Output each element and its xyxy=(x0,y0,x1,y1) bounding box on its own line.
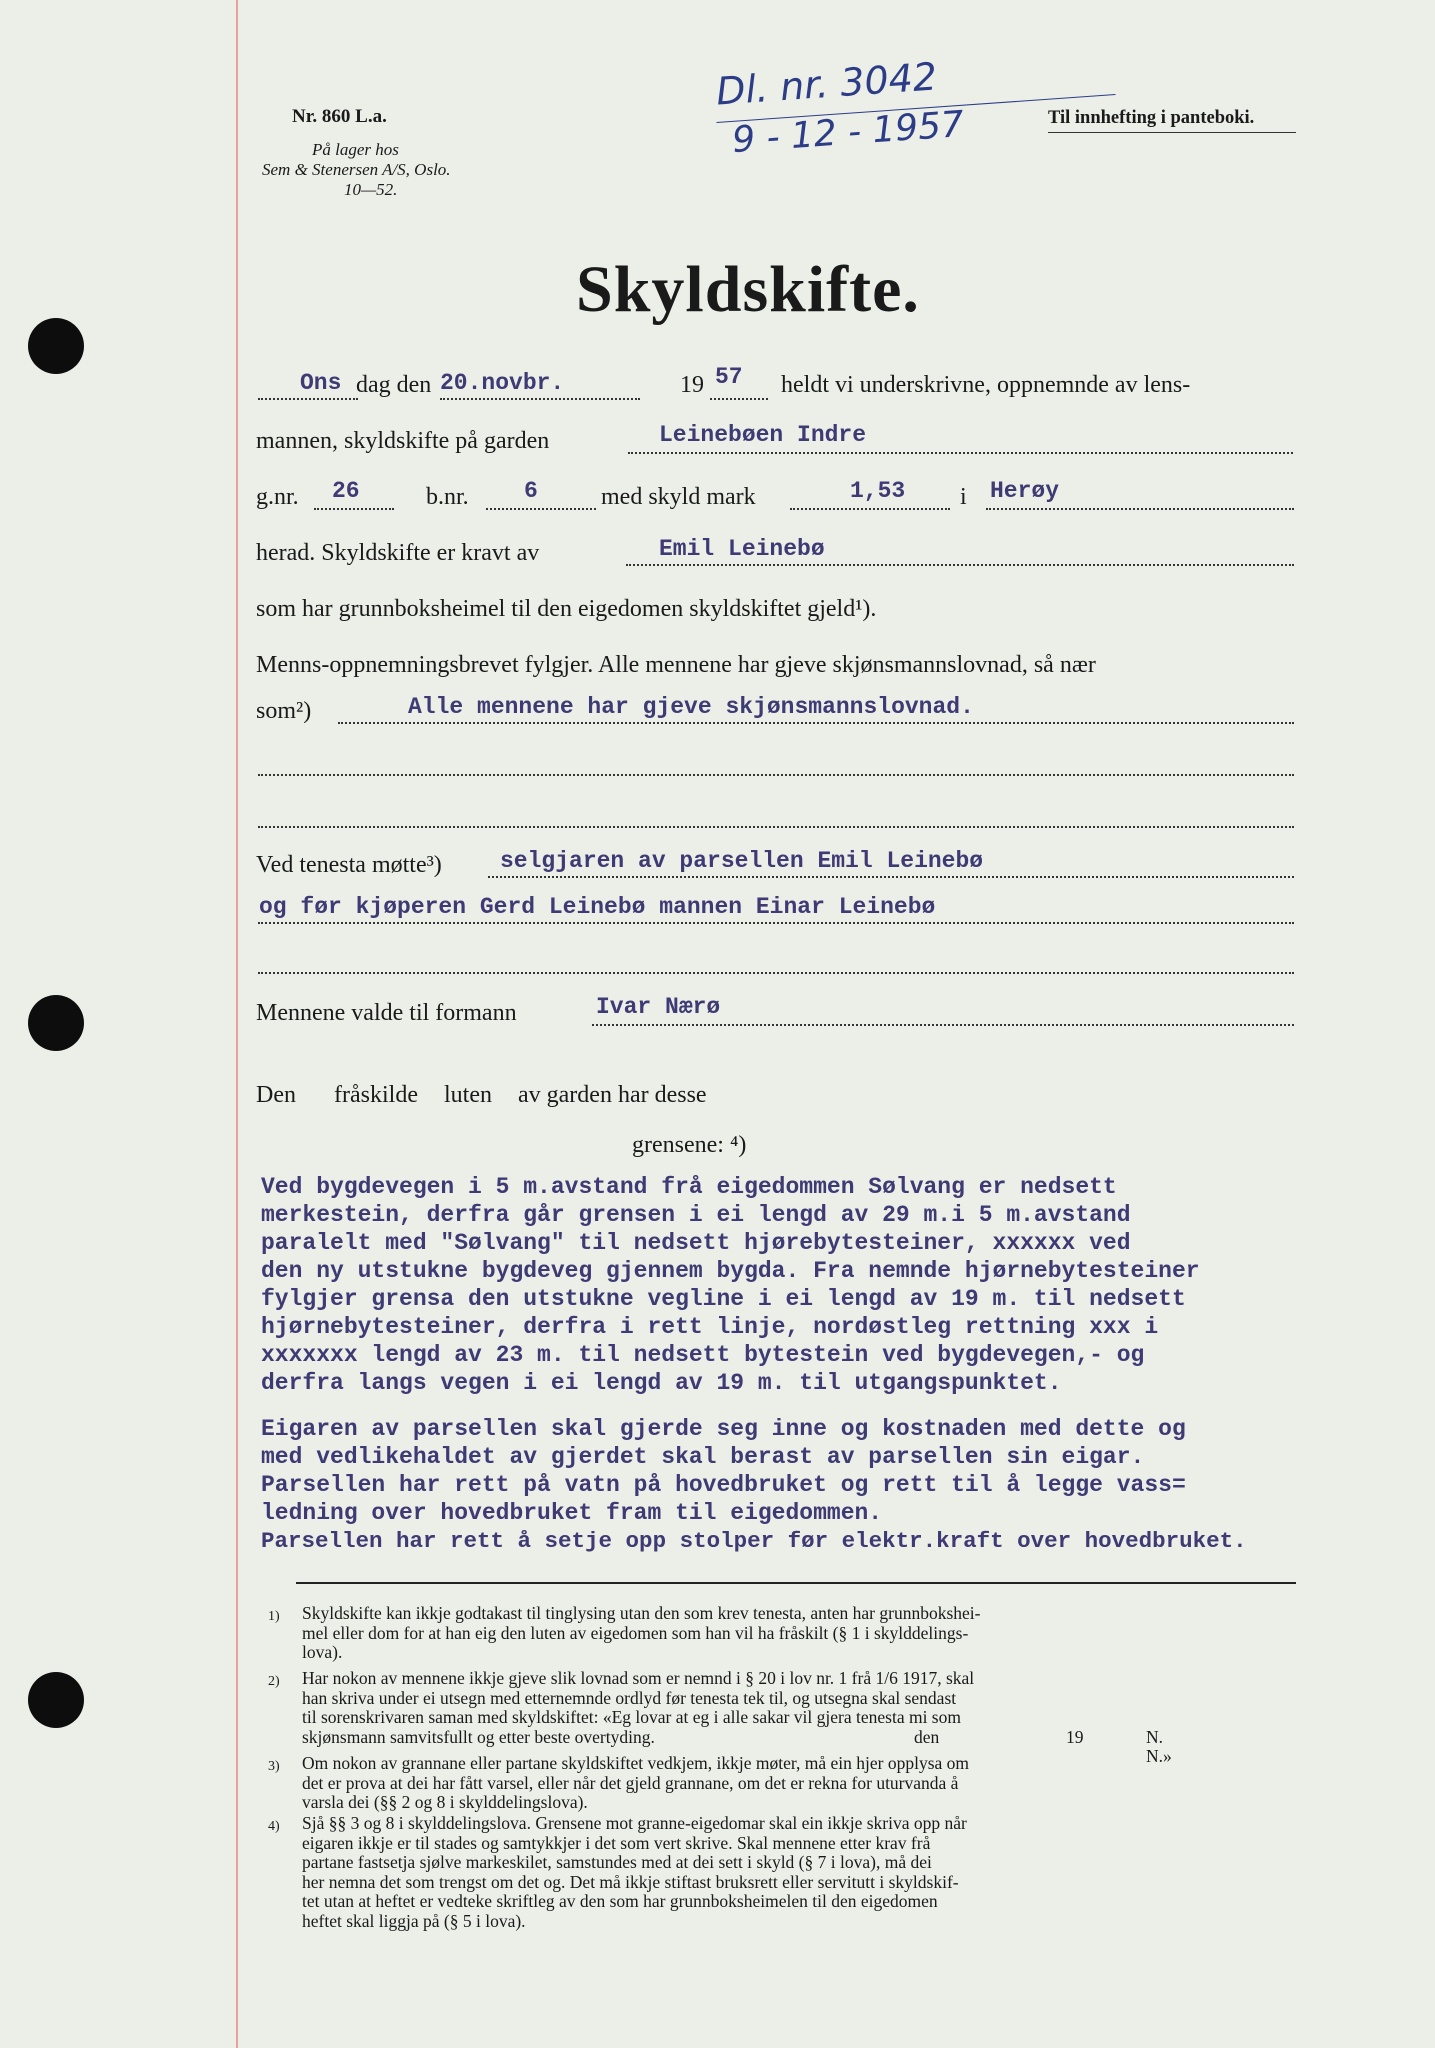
boundary-line: paralelt med "Sølvang" til nedsett hjørebytesteiner, xxxxxx ved xyxy=(261,1230,1131,1256)
footnote-2-text: Har nokon av mennene ikkje gjeve slik lovnad som er nemnd i § 20 i lov nr. 1 frå 1/6 1917, skal han skriva under ei utsegn med etternemnde ordlyd før tenesta tek til, og utsegna skal sendast til sorenskrivaren saman med skyldskiftet: «Eg lovar at eg i alle sakar vil gjera tenesta mi som skjønsmann samvitsfullt og etter beste overtyding. den 19 N. N.» xyxy=(302,1668,1172,1766)
handwritten-date: 9 - 12 - 1957 xyxy=(730,103,966,162)
place-dots xyxy=(986,508,1294,510)
year-suffix: 57 xyxy=(715,364,743,390)
blank-dots-1 xyxy=(258,774,1294,776)
luten-label: luten xyxy=(444,1082,492,1108)
date-typed: 20.novbr. xyxy=(440,370,565,396)
line10-rest: av garden har desse xyxy=(518,1082,707,1108)
mark-typed: 1,53 xyxy=(850,478,906,504)
punch-hole-middle xyxy=(28,995,84,1051)
boundary-line: xxxxxxx lengd av 23 m. til nedsett bytestein ved bygdevegen,- og xyxy=(261,1342,1145,1368)
bnr-dots xyxy=(486,508,596,510)
chairman-typed: Ivar Nærø xyxy=(596,994,721,1020)
gnr-dots xyxy=(314,508,394,510)
i-label: i xyxy=(960,484,967,510)
boundary-line: fylgjer grensa den utstukne vegline i ei lengd av 19 m. til nedsett xyxy=(261,1286,1186,1312)
fraskilde-label: fråskilde xyxy=(334,1082,418,1108)
farm-typed: Leinebøen Indre xyxy=(659,422,867,448)
footnote-1-text: Skyldskifte kan ikkje godtakast til tinglysing utan den som krev tenesta, anten har grunnbokshei- mel eller dom for at han eig den luten av eigedomen som han vil ha fråskilt (§ 1 i skylddelings- lova). xyxy=(302,1603,981,1662)
stock-line-2: Sem & Stenersen A/S, Oslo. xyxy=(262,160,451,179)
footnote-2-mark: 2) xyxy=(268,1674,280,1689)
year-prefix: 19 xyxy=(680,372,704,398)
gnr-typed: 26 xyxy=(332,478,360,504)
grensene-label: grensene: ⁴) xyxy=(632,1132,747,1158)
footnote-4-text: Sjå §§ 3 og 8 i skylddelingslova. Grensene mot granne-eigedomar skal ein ikkje skriva opp når eigaren ikkje er til stades og samtykkjer i det som vert skrive. Skal mennene etter krav frå partane fastsetja sjølve markeskilet, samstundes med at dei sett i skyld (§ 7 i lova), må dei her nemna det som trengst om det og. Det må ikkje stiftast bruksrett eller servitutt i skyldskif- tet utan at heftet er vedteke skriftleg av den som har grunnboksheimelen til den eigedomen heftet skal liggja på (§ 5 i lova). xyxy=(302,1813,967,1931)
footnote-3-mark: 3) xyxy=(268,1759,280,1774)
attended-dots-1 xyxy=(488,876,1294,878)
weekday-typed: Ons xyxy=(300,370,342,396)
year-dots xyxy=(710,398,768,400)
boundary-line: Parsellen har rett på vatn på hovedbruket og rett til å legge vass= xyxy=(261,1472,1186,1498)
line6-text: Menns-oppnemningsbrevet fylgjer. Alle mennene har gjeve skjønsmannslovnad, så nær xyxy=(256,652,1096,678)
boundary-line: merkestein, derfra går grensen i ei lengd av 29 m.i 5 m.avstand xyxy=(261,1202,1131,1228)
requester-dots xyxy=(626,564,1294,566)
boundary-line: med vedlikehaldet av gjerdet skal berast av parsellen sin eigar. xyxy=(261,1444,1145,1470)
attended-typed-1: selgjaren av parsellen Emil Leinebø xyxy=(500,848,984,874)
binding-note: Til innhefting i panteboki. xyxy=(1048,108,1255,128)
dag-den-label: dag den xyxy=(356,372,432,398)
punch-hole-bottom xyxy=(28,1672,84,1728)
footnote-3-text: Om nokon av grannane eller partane skyldskiftet vedkjem, ikkje møter, må ein hjer opplysa om det er prova at dei har fått varsel, eller når det gjeld grannane, om det er rekna for uturvanda å varsla dei (§§ 2 og 8 i skylddelingslova). xyxy=(302,1753,970,1812)
blank-dots-3 xyxy=(258,972,1294,974)
weekday-dots xyxy=(258,398,358,400)
punch-hole-top xyxy=(28,318,84,374)
line5-text: som har grunnboksheimel til den eigedomen skyldskiftet gjeld¹). xyxy=(256,596,877,622)
requester-typed: Emil Leinebø xyxy=(659,536,825,562)
boundary-line: Parsellen har rett å setje opp stolper før elektr.kraft over hovedbruket. xyxy=(261,1528,1247,1554)
footnote-rule xyxy=(296,1582,1296,1584)
attended-label: Ved tenesta møtte³) xyxy=(256,852,442,878)
stock-line-1: På lager hos xyxy=(312,140,399,159)
bnr-typed: 6 xyxy=(524,478,538,504)
den-label: Den xyxy=(256,1082,296,1108)
som-label: som²) xyxy=(256,698,312,724)
boundary-line: Eigaren av parsellen skal gjerde seg inne og kostnaden med dette og xyxy=(261,1416,1186,1442)
line4-text: herad. Skyldskifte er kravt av xyxy=(256,540,540,566)
margin-line xyxy=(236,0,238,2048)
boundary-line: derfra langs vegen i ei lengd av 19 m. til utgangspunktet. xyxy=(261,1370,1062,1396)
gnr-label: g.nr. xyxy=(256,484,299,510)
mark-label: med skyld mark xyxy=(601,484,756,510)
date-dots xyxy=(440,398,640,400)
boundary-line: ledning over hovedbruket fram til eigedommen. xyxy=(261,1500,883,1526)
line2-text: mannen, skyldskifte på garden xyxy=(256,428,550,454)
farm-dots xyxy=(628,452,1293,454)
pledge-typed: Alle mennene har gjeve skjønsmannslovnad. xyxy=(408,694,974,720)
boundary-line: hjørnebytesteiner, derfra i rett linje, nordøstleg rettning xxx i xyxy=(261,1314,1159,1340)
boundary-line: Ved bygdevegen i 5 m.avstand frå eigedommen Sølvang er nedsett xyxy=(261,1174,1117,1200)
place-typed: Herøy xyxy=(990,478,1060,504)
line1-text: heldt vi underskrivne, oppnemnde av lens- xyxy=(781,372,1191,398)
footnote-1-mark: 1) xyxy=(268,1609,280,1624)
attended-dots-2 xyxy=(258,922,1294,924)
chairman-dots xyxy=(592,1024,1294,1026)
footnote-4-mark: 4) xyxy=(268,1819,280,1834)
pledge-dots xyxy=(338,722,1294,724)
blank-dots-2 xyxy=(258,826,1294,828)
document-title: Skyldskifte. xyxy=(576,253,920,326)
handwritten-reference: Dl. nr. 3042 xyxy=(714,54,939,114)
mark-dots xyxy=(790,508,950,510)
attended-typed-2: og før kjøperen Gerd Leinebø mannen Einar Leinebø xyxy=(259,894,936,920)
boundary-line: den ny utstukne bygdeveg gjennem bygda. Fra nemnde hjørnebytesteiner xyxy=(261,1258,1200,1284)
bnr-label: b.nr. xyxy=(426,484,469,510)
binding-note-underline xyxy=(1048,132,1296,133)
form-number: Nr. 860 L.a. xyxy=(292,106,387,127)
stock-line-3: 10—52. xyxy=(344,180,398,199)
chairman-label: Mennene valde til formann xyxy=(256,1000,517,1026)
